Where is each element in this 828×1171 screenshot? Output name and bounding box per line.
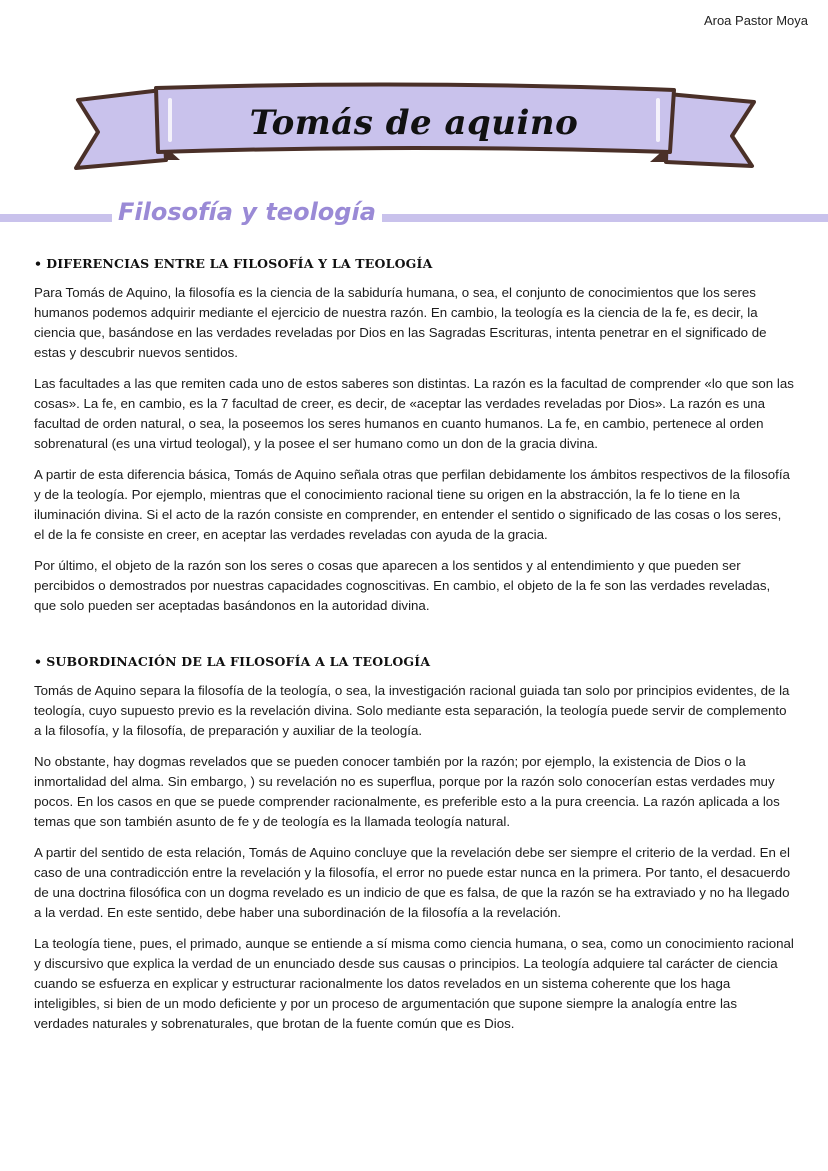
section-heading <box>34 654 794 669</box>
section-heading-text: DIFERENCIAS ENTRE LA FILOSOFÍA Y LA TEOLOGÍA <box>46 256 433 271</box>
paragraph: Las facultades a las que remiten cada uno de estos saberes son distintas. La razón es la facultad de comprender «lo que son las cosas». La fe, en cambio, es la 7 facultad de creer, es decir, de «aceptar las verdades reveladas por Dios». La razón es una facultad de orden natural, o sea, la poseemos los seres humanos en cuanto humanos. La fe, en cambio, pertenece al orden sobrenatural (es una virtud teologal), y la posee el ser humano como un don de la gracia divina. <box>34 376 794 451</box>
paragraph: A partir del sentido de esta relación, Tomás de Aquino concluye que la revelación debe ser siempre el criterio de la verdad. En el caso de una contradicción entre la revelación y la filosofía, el error no puede estar nunca en la primera. Por tanto, el desacuerdo de una doctrina filosófica con un dogma revelado es un indicio de que es falsa, de que la razón se ha extraviado y no ha llegado a la verdad. En este sentido, debe haber una subordinación de la filosofía a la revelación. <box>34 845 791 920</box>
paragraph: La teología tiene, pues, el primado, aunque se entiende a sí misma como ciencia humana, o sea, como un conocimiento racional y discursivo que explica la verdad de un enunciado desde sus causas o principios. La teología adquiere tal carácter de ciencia cuando se esfuerza en explicar y estructurar racionalmente los datos revelados en un sistema coherente que los haga inteligibles, si bien de un modo deficiente y por un proceso de argumentación que supone siempre la analogía entre las verdades naturales y sobrenaturales, que brotan de la fuente común que es Dios. <box>34 936 794 1031</box>
document-body <box>34 256 794 1045</box>
paragraph: A partir de esta diferencia básica, Tomás de Aquino señala otras que perfilan debidamente los ámbitos respectivos de la filosofía y de la teología. Por ejemplo, mientras que el conocimiento racional tiene su origen en la abstracción, la fe lo tiene en la iluminación divina. Si el acto de la razón consiste en comprender, en entender el sentido o significado de las cosas o los seres, el de la fe consiste en creer, en aceptar las verdades reveladas con ayuda de la gracia. <box>34 467 790 542</box>
section-subordinacion <box>34 654 794 1034</box>
banner-title: Tomás de aquino <box>249 103 579 143</box>
paragraph: Para Tomás de Aquino, la filosofía es la ciencia de la sabiduría humana, o sea, el conjunto de conocimientos que los seres humanos podemos adquirir mediante el ejercicio de nuestra razón. En cambio, la teología es la ciencia de la fe, es decir, la ciencia que, basándose en las verdades reveladas por Dios en las Sagradas Escrituras, intenta penetrar en el significado de estas y descubrir nuevos sentidos. <box>34 285 767 360</box>
paragraph: Por último, el objeto de la razón son los seres o cosas que aparecen a los sentidos y al entendimiento y que pueden ser percibidos o demostrados por nuestras capacidades cognoscitivas. En cambio, el objeto de la fe son las verdades reveladas, que solo pueden ser aceptadas basándonos en la autoridad divina. <box>34 558 771 613</box>
subtitle: Filosofía y teología <box>112 198 382 226</box>
bullet-icon: • <box>34 654 43 669</box>
paragraph: No obstante, hay dogmas revelados que se pueden conocer también por la razón; por ejemplo, la existencia de Dios o la inmortalidad del alma. Sin embargo, ) su revelación no es superflua, porque por la razón solo conocerían estas verdades muy pocos. En los casos en que se puede comprender racionalmente, es preferible esto a la pura creencia. La razón aplicada a los temas que son también asunto de fe y de teología es la llamada teología natural. <box>34 754 780 829</box>
paragraph: Tomás de Aquino separa la filosofía de la teología, o sea, la investigación racional guiada tan solo por principios evidentes, de la teología, cuyo supuesto previo es la revelación divina. Solo mediante esta separación, la teología puede servir de complemento a la filosofía, y la filosofía, de preparación y auxiliar de la teología. <box>34 683 790 738</box>
section-heading <box>34 256 794 271</box>
bullet-icon: • <box>34 256 43 271</box>
author-name: Aroa Pastor Moya <box>703 13 808 28</box>
section-heading-text: SUBORDINACIÓN DE LA FILOSOFÍA A LA TEOLOGÍA <box>46 654 431 669</box>
section-diferencias <box>34 256 794 616</box>
